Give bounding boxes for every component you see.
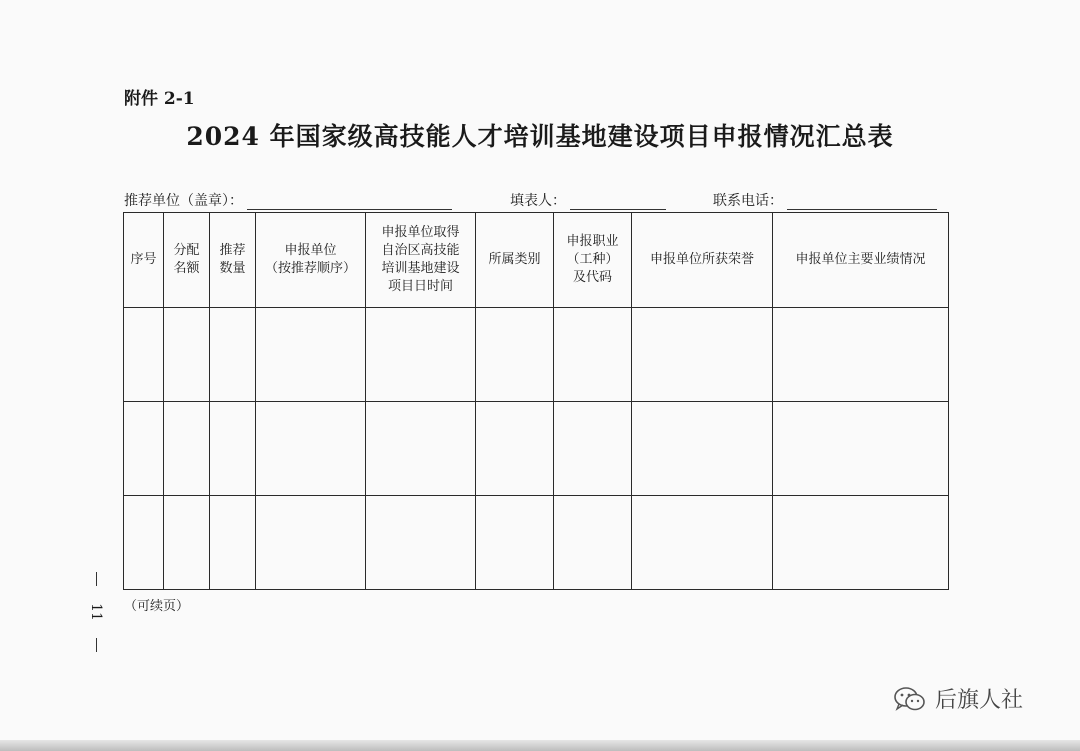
page-dash-top bbox=[96, 572, 97, 586]
table-cell bbox=[124, 402, 164, 496]
table-cell bbox=[773, 496, 949, 590]
table-cell bbox=[554, 402, 632, 496]
watermark-text: 后旗人社 bbox=[935, 688, 1024, 713]
header-performance: 申报单位主要业绩情况 bbox=[773, 213, 949, 308]
table-cell bbox=[476, 308, 554, 402]
table-cell bbox=[164, 308, 210, 402]
continuation-note: （可续页） bbox=[124, 599, 190, 614]
table-cell bbox=[366, 308, 476, 402]
scan-edge bbox=[0, 740, 1080, 751]
watermark bbox=[893, 683, 1023, 714]
recommending-unit-blank bbox=[247, 195, 452, 210]
table-cell bbox=[632, 308, 773, 402]
header-quota: 分配 名额 bbox=[164, 213, 210, 308]
phone-field bbox=[713, 190, 937, 210]
header-seq: 序号 bbox=[124, 213, 164, 308]
table-cell bbox=[256, 402, 366, 496]
table-cell bbox=[632, 496, 773, 590]
table-cell bbox=[773, 402, 949, 496]
table-cell bbox=[164, 496, 210, 590]
table-cell bbox=[256, 308, 366, 402]
page-number-marker bbox=[86, 572, 106, 652]
table-cell bbox=[476, 402, 554, 496]
phone-blank bbox=[787, 195, 937, 210]
table-cell bbox=[124, 496, 164, 590]
table-cell bbox=[124, 308, 164, 402]
header-category: 所属类别 bbox=[476, 213, 554, 308]
phone-label: 联系电话： bbox=[713, 193, 783, 209]
summary-table bbox=[123, 212, 949, 590]
table-cell bbox=[476, 496, 554, 590]
table-cell bbox=[554, 308, 632, 402]
header-occupation: 申报职业 （工种） 及代码 bbox=[554, 213, 632, 308]
header-recommend-count: 推荐 数量 bbox=[210, 213, 256, 308]
table-cell bbox=[256, 496, 366, 590]
recommending-unit-field bbox=[124, 190, 452, 210]
table-cell bbox=[164, 402, 210, 496]
page-dash-bottom bbox=[96, 638, 97, 652]
wechat-icon bbox=[893, 686, 927, 712]
table-row bbox=[124, 496, 949, 590]
table-header-row bbox=[124, 213, 949, 308]
table-cell bbox=[773, 308, 949, 402]
filler-label: 填表人： bbox=[510, 193, 566, 209]
filler-field bbox=[510, 190, 666, 210]
table-cell bbox=[210, 496, 256, 590]
table-cell bbox=[210, 402, 256, 496]
table-cell bbox=[632, 402, 773, 496]
attachment-label: 附件 2-1 bbox=[124, 89, 195, 109]
table-cell bbox=[554, 496, 632, 590]
header-applicant-unit: 申报单位 （按推荐顺序） bbox=[256, 213, 366, 308]
table-row bbox=[124, 402, 949, 496]
header-obtained-time: 申报单位取得 自治区高技能 培训基地建设 项目日时间 bbox=[366, 213, 476, 308]
header-honors: 申报单位所获荣誉 bbox=[632, 213, 773, 308]
table-cell bbox=[366, 496, 476, 590]
filler-blank bbox=[570, 195, 666, 210]
table-row bbox=[124, 308, 949, 402]
table-cell bbox=[210, 308, 256, 402]
recommending-unit-label: 推荐单位（盖章）： bbox=[124, 193, 243, 209]
page-number: 11 bbox=[87, 603, 104, 621]
table-cell bbox=[366, 402, 476, 496]
document-title: 2024 年国家级高技能人才培训基地建设项目申报情况汇总表 bbox=[186, 122, 894, 151]
